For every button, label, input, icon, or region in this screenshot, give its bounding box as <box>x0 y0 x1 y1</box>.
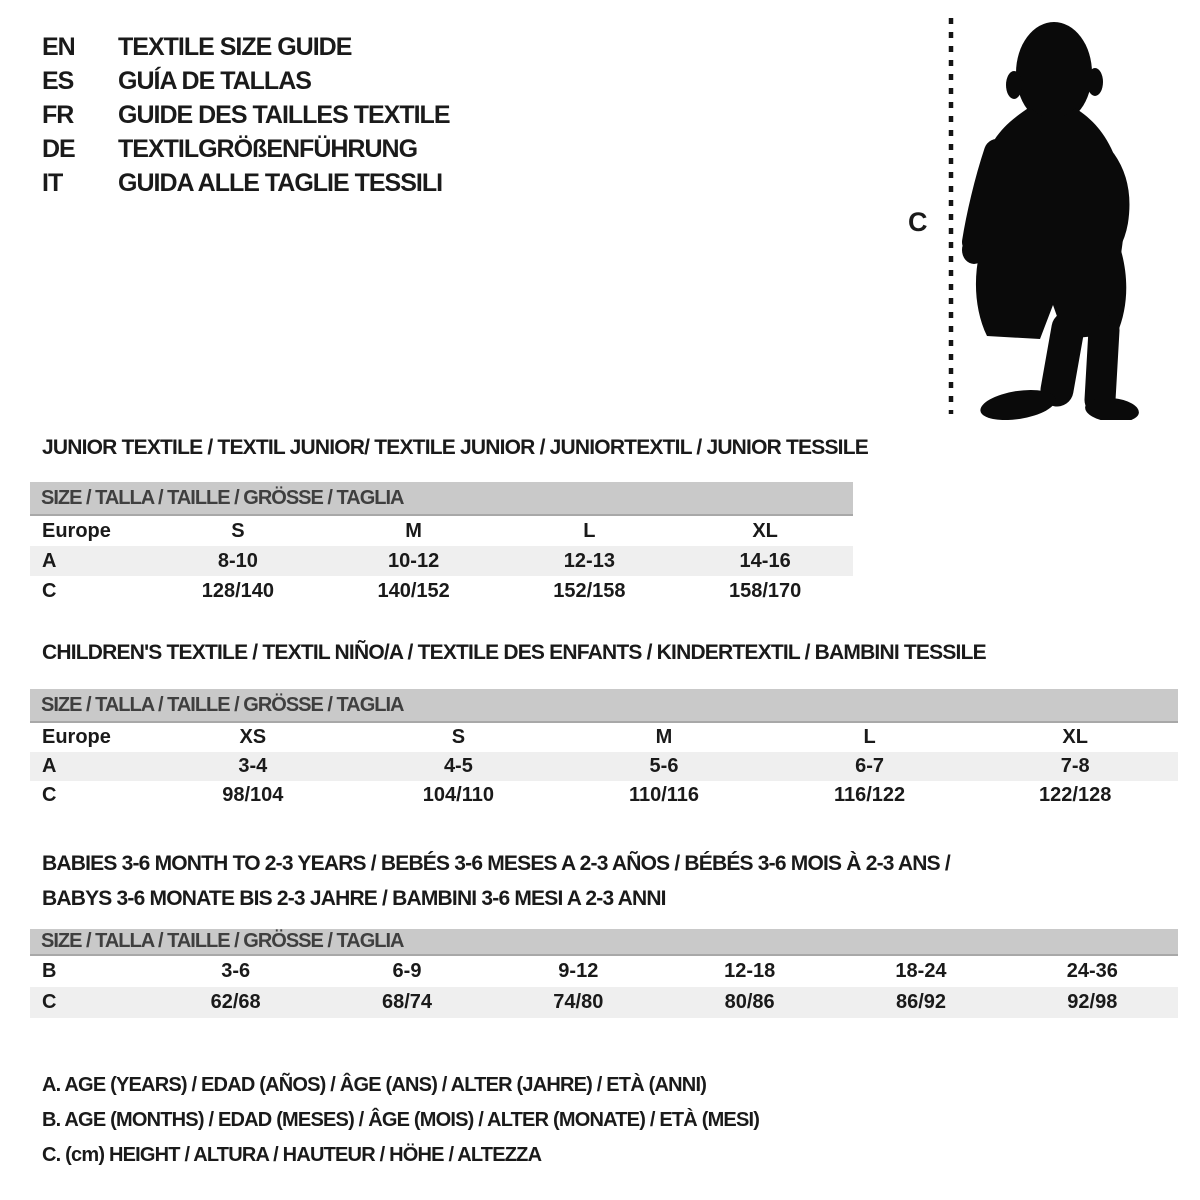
guide-title: GUÍA DE TALLAS <box>118 66 311 95</box>
size-cell: 128/140 <box>201 579 275 602</box>
babies-size-table <box>30 929 1178 1018</box>
size-cell: 80/86 <box>724 991 775 1013</box>
babies-section-title <box>42 846 950 916</box>
lang-row-it <box>42 166 450 200</box>
size-cell: 7-8 <box>1060 755 1090 777</box>
lang-code: FR <box>42 100 74 129</box>
size-cell: S <box>451 726 466 748</box>
size-header-bar: SIZE / TALLA / TAILLE / GRÖSSE / TAGLIA <box>30 482 853 516</box>
size-header-bar: SIZE / TALLA / TAILLE / GRÖSSE / TAGLIA <box>30 929 1178 956</box>
legend <box>42 1068 759 1173</box>
lang-row-es <box>42 64 450 98</box>
table-row <box>30 516 853 546</box>
babies-title-line1: BABIES 3-6 MONTH TO 2-3 YEARS / BEBÉS 3-6 MESES A 2-3 AÑOS / BÉBÉS 3-6 MOIS À 2-3 ANS / <box>42 852 950 875</box>
size-cell: L <box>863 726 876 748</box>
size-cell: 122/128 <box>1039 784 1112 806</box>
table-row <box>30 987 1178 1018</box>
size-cell: S <box>231 519 245 542</box>
guide-title: GUIDA ALLE TAGLIE TESSILI <box>118 168 443 197</box>
row-label: B <box>42 960 57 982</box>
size-cell: 9-12 <box>558 960 599 982</box>
size-cell: 3-4 <box>238 755 268 777</box>
size-cell: 4-5 <box>443 755 473 777</box>
language-title-list <box>42 30 450 200</box>
lang-code: DE <box>42 134 75 163</box>
size-cell: 6-7 <box>855 755 885 777</box>
table-row <box>30 752 1178 781</box>
size-cell: 6-9 <box>392 960 422 982</box>
size-cell: 98/104 <box>222 784 284 806</box>
size-cell: 10-12 <box>388 549 440 572</box>
size-cell: 116/122 <box>833 784 906 806</box>
size-cell: M <box>655 726 673 748</box>
row-label: C <box>42 784 57 806</box>
row-label: A <box>42 549 57 572</box>
row-label: C <box>42 991 57 1013</box>
size-cell: M <box>405 519 422 542</box>
table-row <box>30 781 1178 810</box>
size-cell: XL <box>752 519 778 542</box>
junior-size-table <box>30 482 853 606</box>
table-row <box>30 576 853 606</box>
legend-age-months: B. AGE (MONTHS) / EDAD (MESES) / ÂGE (MOIS) / ALTER (MONATE) / ETÀ (MESI) <box>42 1109 760 1131</box>
guide-title: TEXTILE SIZE GUIDE <box>118 32 352 61</box>
size-cell: 110/116 <box>628 784 700 806</box>
size-cell: L <box>583 519 596 542</box>
table-row <box>30 723 1178 752</box>
guide-title: GUIDE DES TAILLES TEXTILE <box>118 100 450 129</box>
size-cell: 158/170 <box>728 579 802 602</box>
size-cell: 5-6 <box>649 755 679 777</box>
size-cell: 140/152 <box>377 579 450 602</box>
legend-age-years: A. AGE (YEARS) / EDAD (AÑOS) / ÂGE (ANS) / ALTER (JAHRE) / ETÀ (ANNI) <box>42 1074 707 1096</box>
lang-code: EN <box>42 32 75 61</box>
size-cell: 24-36 <box>1066 960 1118 982</box>
row-label: A <box>42 755 57 777</box>
lang-row-de <box>42 132 450 166</box>
size-cell: XL <box>1062 726 1088 748</box>
size-cell: 12-18 <box>724 960 776 982</box>
size-header-bar: SIZE / TALLA / TAILLE / GRÖSSE / TAGLIA <box>30 689 1178 723</box>
guide-title: TEXTILGRÖßENFÜHRUNG <box>118 134 418 163</box>
table-row <box>30 956 1178 987</box>
lang-row-fr <box>42 98 450 132</box>
size-cell: 92/98 <box>1067 991 1118 1013</box>
height-label: C <box>908 207 928 237</box>
children-section-title: CHILDREN'S TEXTILE / TEXTIL NIÑO/A / TEXTILE DES ENFANTS / KINDERTEXTIL / BAMBINI TESSILE <box>42 641 986 664</box>
junior-section-title: JUNIOR TEXTILE / TEXTIL JUNIOR/ TEXTILE JUNIOR / JUNIORTEXTIL / JUNIOR TESSILE <box>42 436 868 459</box>
size-cell: 8-10 <box>217 549 258 572</box>
size-cell: 74/80 <box>553 991 604 1013</box>
children-size-table <box>30 689 1178 810</box>
row-label: C <box>42 579 57 602</box>
lang-code: ES <box>42 66 74 95</box>
lang-row-en <box>42 30 450 64</box>
size-cell: 104/110 <box>422 784 494 806</box>
size-cell: 14-16 <box>739 549 791 572</box>
legend-height-cm: C. (cm) HEIGHT / ALTURA / HAUTEUR / HÖHE / ALTEZZA <box>42 1144 542 1166</box>
toddler-silhouette-figure <box>905 12 1150 420</box>
size-cell: 152/158 <box>553 579 626 602</box>
size-cell: XS <box>239 726 267 748</box>
size-cell: 62/68 <box>210 991 261 1013</box>
size-cell: 18-24 <box>895 960 947 982</box>
row-label: Europe <box>42 726 111 748</box>
size-cell: 68/74 <box>381 991 433 1013</box>
size-cell: 86/92 <box>895 991 947 1013</box>
size-cell: 3-6 <box>221 960 251 982</box>
row-label: Europe <box>42 519 111 542</box>
table-row <box>30 546 853 576</box>
size-cell: 12-13 <box>563 549 615 572</box>
babies-title-line2: BABYS 3-6 MONATE BIS 2-3 JAHRE / BAMBINI 3-6 MESI A 2-3 ANNI <box>42 887 666 910</box>
lang-code: IT <box>42 168 63 197</box>
toddler-silhouette <box>962 22 1140 420</box>
